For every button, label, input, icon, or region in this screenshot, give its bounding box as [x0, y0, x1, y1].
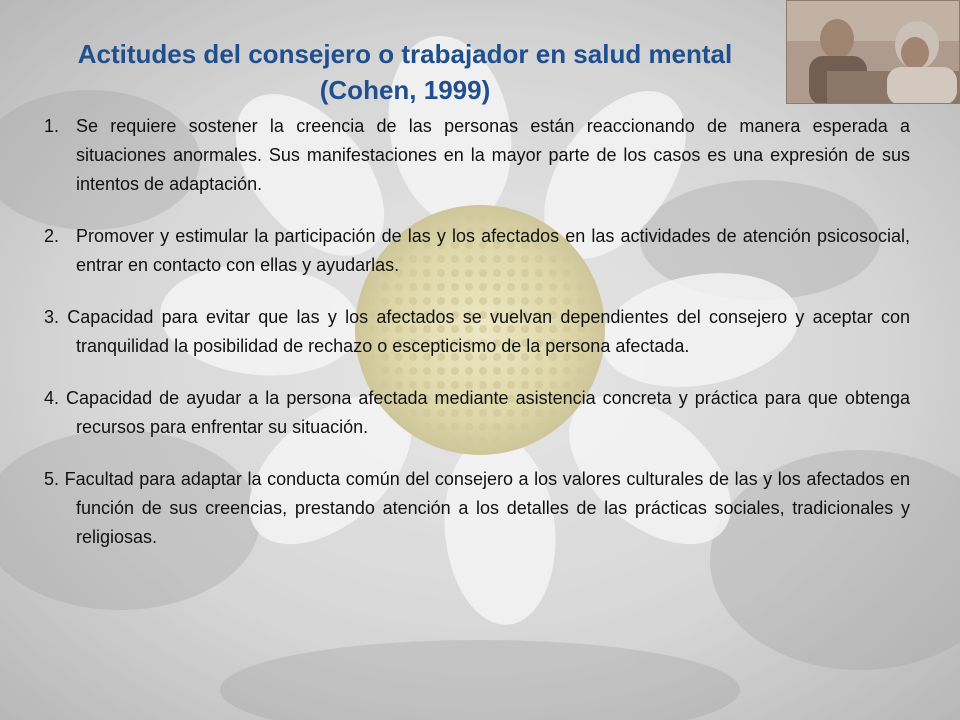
slide-title: Actitudes del consejero o trabajador en salud mental (Cohen, 1999)	[77, 39, 733, 105]
list-item	[44, 384, 910, 442]
list-item-text: Facultad para adaptar la conducta común del consejero a los valores culturales de las y los afectados en función de sus creencias, prestando atención a los detalles de las prácticas sociales, tradicionales y religiosas.	[64, 469, 910, 547]
list-item-text: Promover y estimular la participación de las y los afectados en las actividades de atención psicosocial, entrar en contacto con ellas y ayudarlas.	[76, 226, 910, 275]
list-item-number: 3.	[44, 307, 68, 327]
attitudes-list	[44, 112, 910, 575]
list-item	[44, 303, 910, 361]
list-item-text: Capacidad de ayudar a la persona afectada mediante asistencia concreta y práctica para que obtenga recursos para enfrentar su situación.	[66, 388, 910, 437]
list-item	[44, 465, 910, 552]
list-item-number: 2.	[44, 226, 60, 246]
list-item	[44, 112, 910, 199]
list-item-number: 1.	[44, 116, 60, 136]
list-item	[44, 222, 910, 280]
list-item-number: 4.	[44, 388, 67, 408]
list-item-text: Se requiere sostener la creencia de las personas están reaccionando de manera esperada a situaciones anormales. Sus manifestaciones en la mayor parte de los casos es una expresión de sus intentos de adaptación.	[76, 116, 910, 194]
list-item-text: Capacidad para evitar que las y los afectados se vuelvan dependientes del consejero y aceptar con tranquilidad la posibilidad de rechazo o escepticismo de la persona afectada.	[67, 307, 910, 356]
counseling-photo	[786, 0, 960, 104]
list-item-number: 5.	[44, 469, 65, 489]
two-people-conversation-image	[787, 1, 960, 104]
